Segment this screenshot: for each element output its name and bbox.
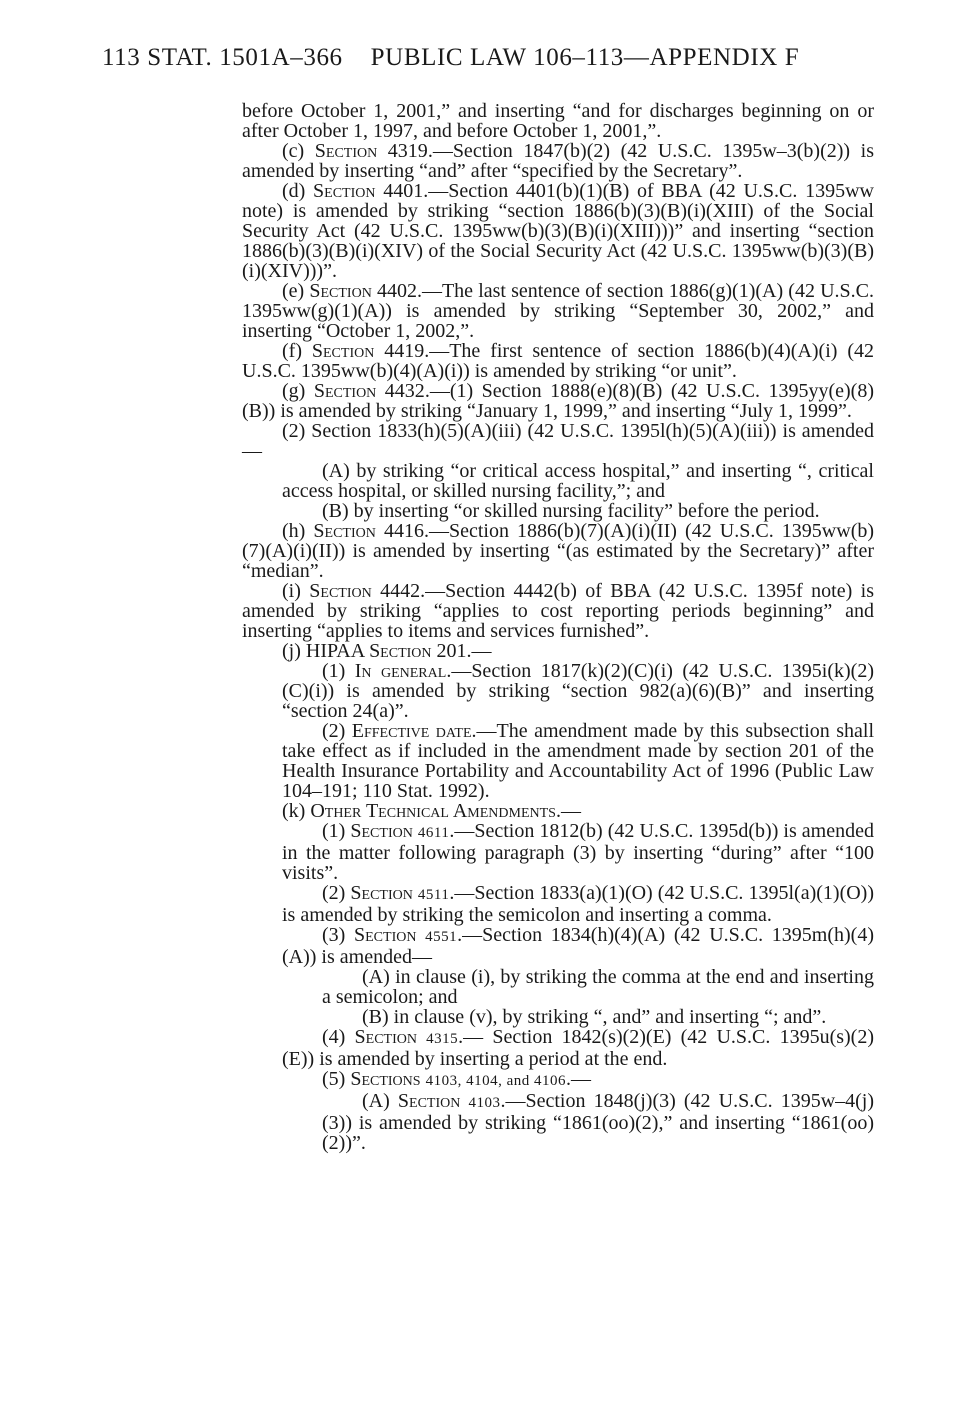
paragraph-j-2: (2) Effective date.—The amendment made by this subsection shall take effect as if included in the amendment made by section 201 of the Health Insurance Portability and Accountability Act of 1996 (Public Law 104–191; 110 Stat. 1992). (282, 720, 875, 802)
subparagraph-k-3-a: (A) in clause (i), by striking the comma at the end and inserting a semicolon; and (322, 966, 874, 1008)
statute-citation: 113 STAT. 1501A–366 (102, 44, 343, 71)
section-heading: Section 4432 (313, 380, 425, 402)
subparagraph-a: (A) by striking “or critical access hospital,” and inserting “, critical access hospital, or skilled nursing facility,”; and (282, 460, 874, 502)
paragraph-h: (h) Section 4416.—Section 1886(b)(7)(A)(i)(II) (42 U.S.C. 1395ww(b)(7)(A)(i)(II)) is amended by inserting “(as estimated by the Secretary)” after “median”. (242, 520, 875, 582)
subparagraph-b: (B) by inserting “or skilled nursing facility” before the period. (322, 500, 820, 522)
paragraph-k-1: (1) Section 4611.—Section 1812(b) (42 U.S.C. 1395d(b)) is amended in the matter following paragraph (3) by inserting “during” after “100 visits”. (282, 820, 874, 884)
document-body (242, 101, 874, 1153)
paragraph-g-2: (2) Section 1833(h)(5)(A)(iii) (42 U.S.C. 1395l(h)(5)(A)(iii)) is amended— (242, 420, 874, 462)
section-number: 4511 (417, 887, 450, 903)
paragraph-k: (k) Other Technical Amendments.— (282, 800, 581, 822)
subparagraph-k-5-a: (A) Section 4103.—Section 1848(j)(3) (42 U.S.C. 1395w–4(j)(3)) is amended by striking “1861(oo)(2),” and inserting “1861(oo)(2))”. (322, 1090, 875, 1154)
section-number: 4315 (426, 1031, 459, 1047)
section-heading: Section 4402 (309, 280, 417, 302)
paragraph-d: (d) Section 4401.—Section 4401(b)(1)(B) of BBA (42 U.S.C. 1395ww note) is amended by striking “section 1886(b)(3)(B)(i)(XIII) of the Social Security Act (42 U.S.C. 1395ww(b)(3)(B)(i)(XIII)))” and inserting “section 1886(b)(3)(B)(i)(XIV) of the Social Security Act (42 U.S.C. 1395ww(b)(3)(B)(i)(XIV)))”. (242, 180, 874, 282)
section-heading: Section 4401 (313, 180, 424, 202)
section-heading: Section 201 (369, 640, 467, 662)
section-number: 4103 (468, 1095, 501, 1111)
section-heading: Section 4319 (314, 140, 428, 162)
running-head (102, 44, 882, 72)
paragraph-c: (c) Section 4319.—Section 1847(b)(2) (42 U.S.C. 1395w–3(b)(2)) is amended by inserting “and” after “specified by the Secretary”. (242, 140, 874, 182)
paragraph-e: (e) Section 4402.—The last sentence of section 1886(g)(1)(A) (42 U.S.C. 1395ww(g)(1)(A)) is amended by striking “September 30, 2002,” and inserting “October 1, 2002,”. (242, 280, 875, 342)
section-number: 4103, 4104, and 4106 (425, 1073, 566, 1089)
section-heading: Other Technical Amendments (310, 800, 556, 822)
paragraph-k-2: (2) Section 4511.—Section 1833(a)(1)(O) (42 U.S.C. 1395l(a)(1)(O)) is amended by striking the semicolon and inserting a comma. (282, 882, 874, 926)
section-heading: In general (354, 660, 447, 682)
section-heading: Effective date (351, 720, 472, 742)
section-heading: Section 4419 (311, 340, 425, 362)
section-number: 4551 (425, 929, 458, 945)
paragraph-j: (j) HIPAA Section 201.— (282, 640, 492, 662)
section-heading: Section 4442 (309, 580, 421, 602)
paragraph-i: (i) Section 4442.—Section 4442(b) of BBA (42 U.S.C. 1395f note) is amended by striking “applies to cost reporting periods beginning” and inserting “applies to items and services furnished”. (242, 580, 874, 642)
law-title: PUBLIC LAW 106–113—APPENDIX F (370, 44, 800, 71)
paragraph-k-4: (4) Section 4315.— Section 1842(s)(2)(E) (42 U.S.C. 1395u(s)(2)(E)) is amended by inserting a period at the end. (282, 1026, 875, 1070)
subparagraph-k-3-b: (B) in clause (v), by striking “, and” and inserting “; and”. (362, 1006, 827, 1028)
section-heading: Section 4416 (313, 520, 424, 542)
paragraph-k-3: (3) Section 4551.—Section 1834(h)(4)(A) (42 U.S.C. 1395m(h)(4)(A)) is amended— (282, 924, 874, 968)
paragraph-f: (f) Section 4419.—The first sentence of section 1886(b)(4)(A)(i) (42 U.S.C. 1395ww(b)(4)(A)(i)) is amended by striking “or unit”. (242, 340, 874, 382)
paragraph-k-5: (5) Sections 4103, 4104, and 4106.— (322, 1068, 591, 1090)
paragraph-g: (g) Section 4432.—(1) Section 1888(e)(8)(B) (42 U.S.C. 1395yy(e)(8)(B)) is amended by striking “January 1, 1999,” and inserting “July 1, 1999”. (242, 380, 874, 422)
paragraph-j-1: (1) In general.—Section 1817(k)(2)(C)(i) (42 U.S.C. 1395i(k)(2)(C)(i)) is amended by striking “section 982(a)(6)(B)” and inserting “section 24(a)”. (282, 660, 874, 722)
paragraph: before October 1, 2001,” and inserting “and for discharges beginning on or after October 1, 1997, and before October 1, 2001,”. (242, 100, 874, 142)
section-number: 4611 (417, 825, 450, 841)
